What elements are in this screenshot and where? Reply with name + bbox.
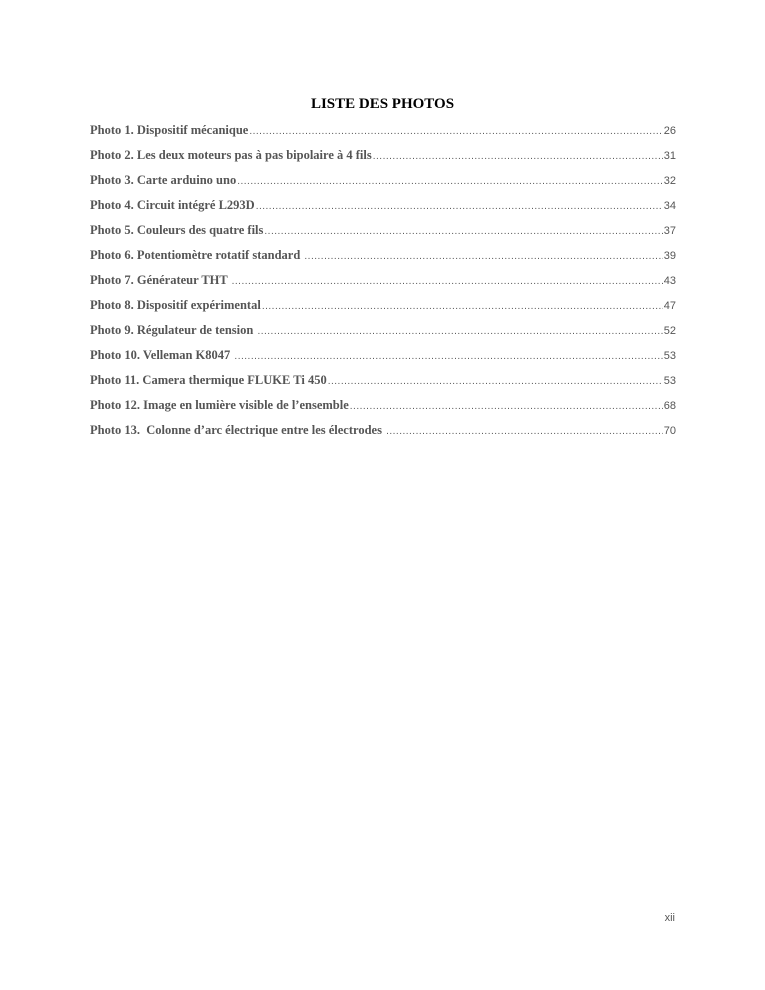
entry-label: Photo 11. Camera thermique FLUKE Ti 450 [90, 373, 327, 387]
dot-leader [256, 197, 663, 217]
list-item[interactable] [90, 145, 676, 170]
entry-label: Photo 1. Dispositif mécanique [90, 123, 249, 137]
entry-page: 53 [663, 350, 676, 362]
entry-label: Photo 8. Dispositif expérimental [90, 298, 261, 312]
entry-label: Photo 4. Circuit intégré L293D [90, 198, 255, 212]
entry-page: 32 [663, 175, 676, 187]
photo-list [90, 120, 676, 445]
list-item[interactable] [90, 370, 676, 395]
entry-page: 68 [663, 400, 676, 412]
list-item[interactable] [90, 270, 676, 295]
entry-page: 47 [663, 300, 676, 312]
entry-label: Photo 7. Générateur THT [90, 273, 231, 287]
entry-label: Photo 13. Colonne d’arc électrique entre les électrodes [90, 423, 386, 437]
entry-page: 26 [663, 125, 676, 137]
dot-leader [373, 147, 663, 167]
dot-leader [249, 122, 662, 142]
dot-leader [232, 272, 663, 292]
entry-page: 70 [663, 425, 676, 437]
list-item[interactable] [90, 220, 676, 245]
list-item[interactable] [90, 345, 676, 370]
dot-leader [386, 422, 663, 442]
dot-leader [237, 172, 663, 192]
entry-page: 34 [663, 200, 676, 212]
dot-leader [257, 322, 662, 342]
entry-label: Photo 10. Velleman K8047 [90, 348, 234, 362]
entry-label: Photo 12. Image en lumière visible de l’ensemble [90, 398, 349, 412]
list-item[interactable] [90, 420, 676, 445]
entry-label: Photo 2. Les deux moteurs pas à pas bipolaire à 4 fils [90, 148, 372, 162]
dot-leader [328, 372, 663, 392]
dot-leader [350, 397, 663, 417]
entry-label: Photo 6. Potentiomètre rotatif standard [90, 248, 304, 262]
page-number: xii [664, 912, 675, 924]
entry-page: 31 [663, 150, 676, 162]
entry-label: Photo 9. Régulateur de tension [90, 323, 257, 337]
entry-page: 37 [663, 225, 676, 237]
dot-leader [234, 347, 662, 367]
entry-label: Photo 5. Couleurs des quatre fils [90, 223, 264, 237]
list-item[interactable] [90, 245, 676, 270]
list-item[interactable] [90, 170, 676, 195]
list-item[interactable] [90, 195, 676, 220]
dot-leader [264, 222, 662, 242]
page-title: LISTE DES PHOTOS [310, 96, 455, 112]
entry-label: Photo 3. Carte arduino uno [90, 173, 237, 187]
entry-page: 39 [663, 250, 676, 262]
list-item[interactable] [90, 395, 676, 420]
list-item[interactable] [90, 295, 676, 320]
list-item[interactable] [90, 120, 676, 145]
dot-leader [262, 297, 663, 317]
entry-page: 52 [663, 325, 676, 337]
list-item[interactable] [90, 320, 676, 345]
entry-page: 43 [663, 275, 676, 287]
dot-leader [304, 247, 662, 267]
entry-page: 53 [663, 375, 676, 387]
